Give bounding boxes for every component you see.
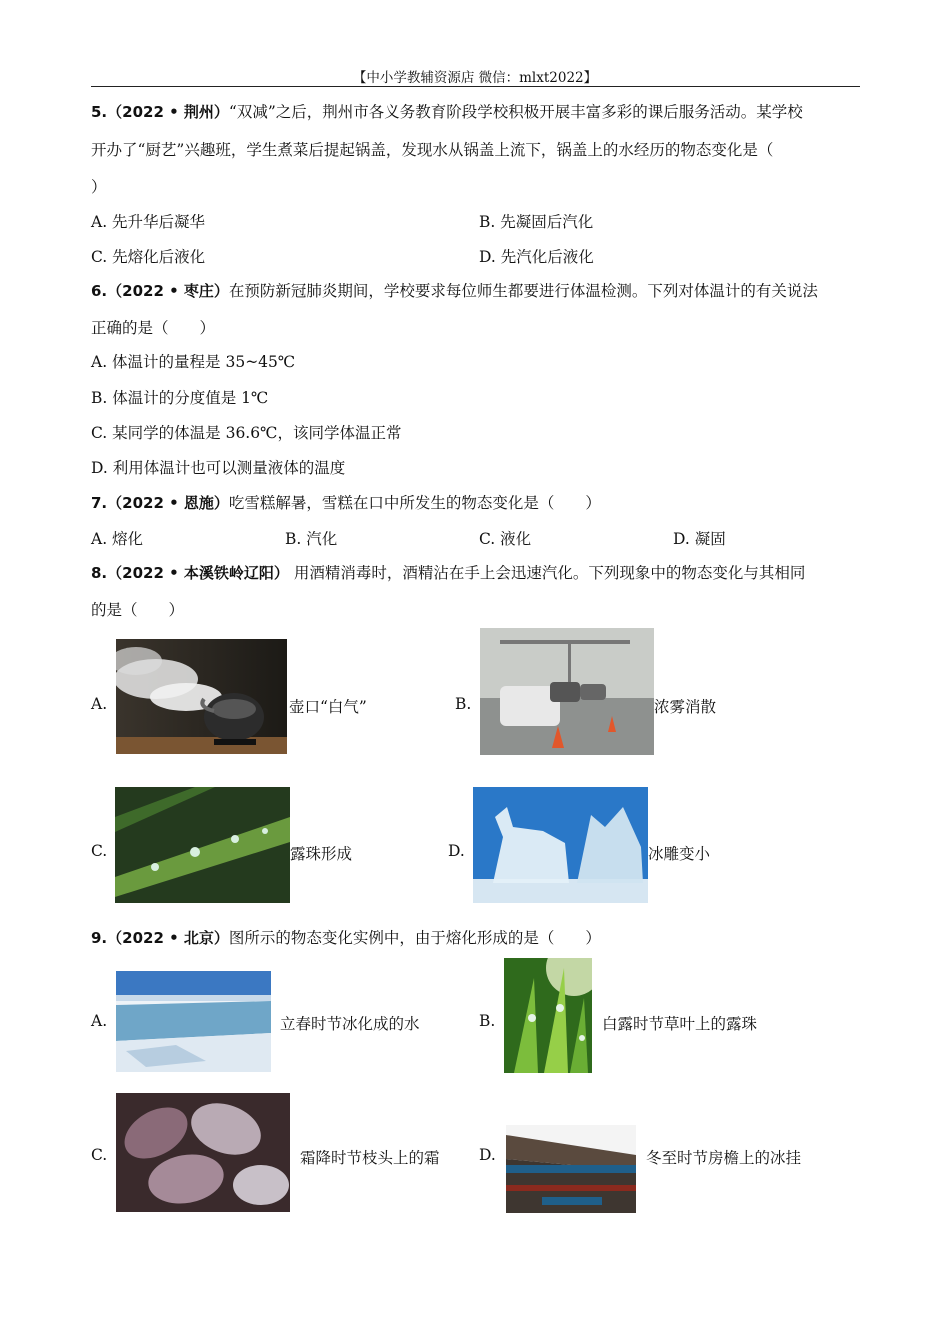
fog-road-image: [480, 628, 654, 755]
q9-caption-d: 冬至时节房檐上的冰挂: [646, 1149, 802, 1167]
dew-grass-image: [504, 958, 592, 1073]
q6-line1: [91, 279, 818, 301]
page-header: 【中小学教辅资源店 微信：mlxt2022】: [352, 70, 598, 86]
q8-number: 8.: [91, 564, 108, 582]
q7-source: （2022 • 恩施）: [107, 494, 229, 512]
q9-option-d-letter[interactable]: D.: [479, 1146, 496, 1164]
kettle-steam-image: [116, 639, 287, 754]
q5-number: 5.: [91, 103, 108, 121]
q5-option-d[interactable]: D. 先汽化后液化: [479, 248, 594, 266]
q6-option-a[interactable]: A. 体温计的量程是 35~45℃: [91, 353, 296, 371]
q6-option-c[interactable]: C. 某同学的体温是 36.6℃，该同学体温正常: [91, 424, 402, 442]
q6-number: 6.: [91, 282, 108, 300]
q8-stem-2: 的是（ ）: [91, 601, 185, 619]
q8-caption-d: 冰雕变小: [648, 845, 711, 863]
q8-option-d-letter[interactable]: D.: [448, 842, 465, 860]
q5-option-a[interactable]: A. 先升华后凝华: [91, 213, 206, 231]
dew-leaf-image: [115, 787, 290, 903]
q7-line1: [91, 491, 601, 513]
q9-option-a-letter[interactable]: A.: [91, 1012, 108, 1030]
q5-stem-1: “双减”之后，荆州市各义务教育阶段学校积极开展丰富多彩的课后服务活动。某学校: [228, 103, 803, 121]
q9-caption-a: 立春时节冰化成的水: [280, 1015, 420, 1033]
q5-source: （2022 • 荆州）: [107, 103, 229, 121]
header-rule: [91, 86, 860, 87]
q9-source: （2022 • 北京）: [107, 929, 229, 947]
q8-caption-a: 壶口“白气”: [289, 698, 367, 716]
q6-source: （2022 • 枣庄）: [107, 282, 229, 300]
q5-stem-2: 开办了“厨艺”兴趣班，学生煮菜后提起锅盖，发现水从锅盖上流下，锅盖上的水经历的物态变化是（: [91, 141, 774, 159]
q5-line1: [91, 100, 803, 122]
q6-stem-2: 正确的是（ ）: [91, 319, 216, 337]
q8-line1: [91, 561, 805, 583]
q8-option-a-letter[interactable]: A.: [91, 695, 108, 713]
q9-option-b-letter[interactable]: B.: [479, 1012, 496, 1030]
q5-option-b[interactable]: B. 先凝固后汽化: [479, 213, 594, 231]
q6-option-b[interactable]: B. 体温计的分度值是 1℃: [91, 389, 269, 407]
icicle-eaves-image: [506, 1125, 636, 1213]
q7-stem-1: 吃雪糕解暑，雪糕在口中所发生的物态变化是（ ）: [228, 494, 601, 512]
q9-number: 9.: [91, 929, 108, 947]
q6-option-d[interactable]: D. 利用体温计也可以测量液体的温度: [91, 459, 346, 477]
q9-caption-c: 霜降时节枝头上的霜: [300, 1149, 440, 1167]
q9-option-c-letter[interactable]: C.: [91, 1146, 108, 1164]
q8-source: （2022 • 本溪铁岭辽阳）: [107, 564, 289, 582]
q8-caption-c: 露珠形成: [290, 845, 353, 863]
q8-option-c-letter[interactable]: C.: [91, 842, 108, 860]
q8-option-b-letter[interactable]: B.: [455, 695, 472, 713]
q7-option-b[interactable]: B. 汽化: [285, 530, 338, 548]
q7-option-a[interactable]: A. 熔化: [91, 530, 144, 548]
q7-number: 7.: [91, 494, 108, 512]
melting-ice-image: [116, 971, 271, 1072]
q9-stem-1: 图所示的物态变化实例中，由于熔化形成的是（ ）: [228, 929, 601, 947]
q9-line1: [91, 926, 601, 948]
q9-caption-b: 白露时节草叶上的露珠: [602, 1015, 758, 1033]
q5-stem-3: ）: [91, 178, 107, 196]
q5-option-c[interactable]: C. 先熔化后液化: [91, 248, 206, 266]
frost-leaves-image: [116, 1093, 290, 1212]
q6-stem-1: 在预防新冠肺炎期间，学校要求每位师生都要进行体温检测。下列对体温计的有关说法: [228, 282, 818, 300]
q8-stem-1: 用酒精消毒时，酒精沾在手上会迅速汽化。下列现象中的物态变化与其相同: [288, 564, 806, 582]
q7-option-d[interactable]: D. 凝固: [673, 530, 726, 548]
ice-sculpture-image: [473, 787, 648, 903]
q8-caption-b: 浓雾消散: [654, 698, 717, 716]
q7-option-c[interactable]: C. 液化: [479, 530, 532, 548]
